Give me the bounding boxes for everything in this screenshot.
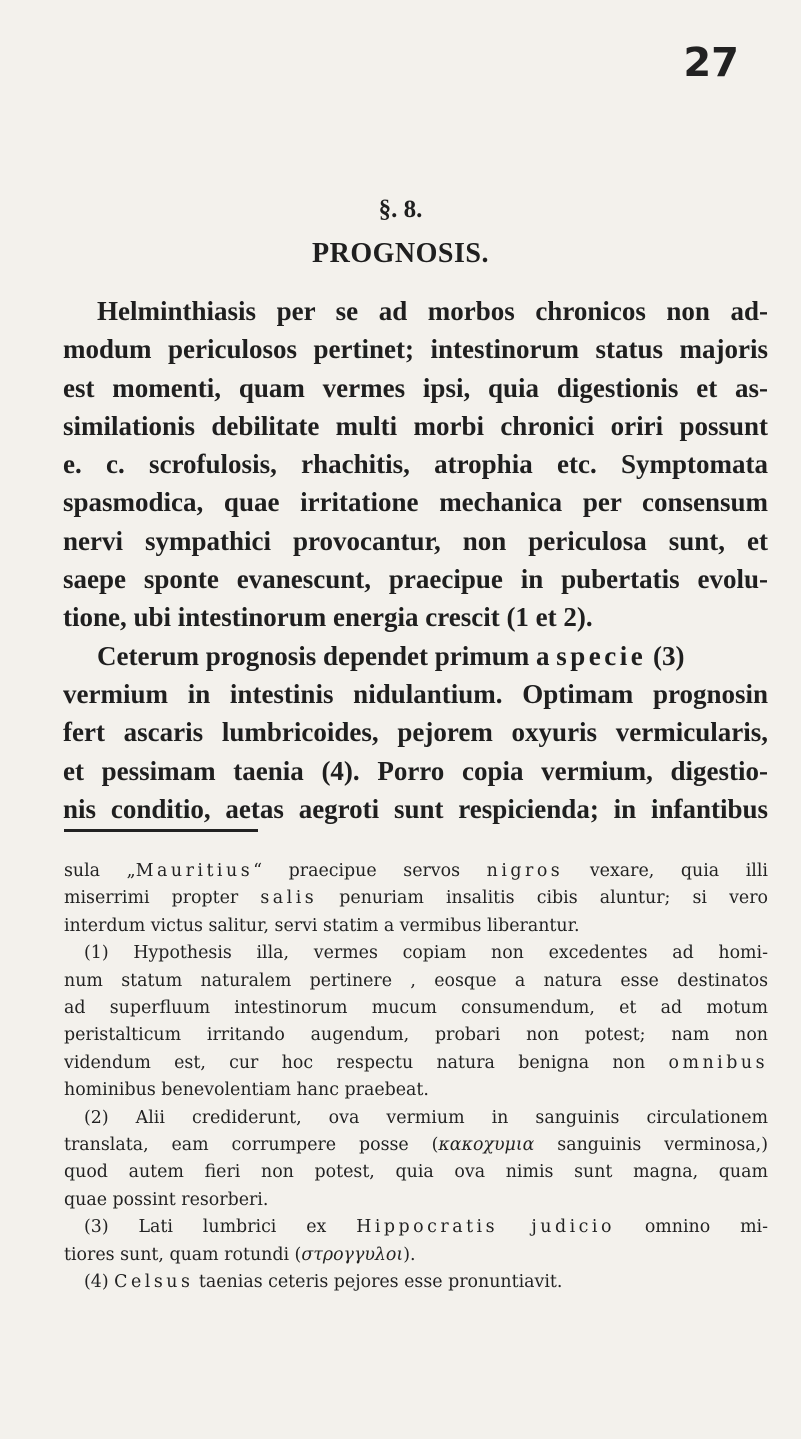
footnote-4-line	[64, 1269, 768, 1296]
footnote-span: penuriam insalitis cibis aluntur; si vero	[317, 888, 768, 909]
body-line: est momenti, quam vermes ipsi, quia digestionis et as-	[63, 372, 768, 403]
body-line: saepe sponte evanescunt, praecipue in pubertatis evolu-	[63, 564, 768, 595]
emphasis-omnibus: omnibus	[668, 1052, 768, 1073]
footnote-divider	[64, 829, 258, 832]
footnote-2-line: (2) Alii crediderunt, ova vermium in sanguinis circulationem	[84, 1107, 768, 1128]
emphasis-salis: salis	[260, 888, 318, 909]
footnote-2-line: quae possint resorberi.	[64, 1189, 269, 1210]
body-line: vermium in intestinis nidulantium. Optimam prognosin	[63, 678, 768, 709]
greek-term: στρογγυλοι	[301, 1244, 404, 1265]
body-text-span: Ceterum prognosis dependet primum a	[97, 640, 557, 671]
footnote-span: (3) Lati lumbrici ex	[84, 1217, 357, 1238]
greek-term: κακοχυμια	[438, 1135, 535, 1156]
footnote-span: tiores sunt, quam rotundi (	[64, 1244, 302, 1265]
emphasis-hippocratis: Hippocratis judicio	[356, 1217, 615, 1238]
footnote-span: sanguinis verminosa,)	[534, 1135, 768, 1156]
body-line: tione, ubi intestinorum energia crescit (1 et 2).	[63, 602, 593, 633]
footnote-3-line	[64, 1242, 768, 1269]
footnote-span: videndum est, cur hoc respectu natura benigna non	[64, 1052, 669, 1073]
emphasis-mauritius: Mauritius	[135, 861, 254, 881]
footnote-span: ).	[403, 1244, 416, 1265]
footnotes	[64, 858, 768, 1297]
footnote-span: “ praecipue servos	[253, 861, 487, 881]
footnote-1-line: num statum naturalem pertinere , eosque a natura esse destinatos	[64, 970, 768, 991]
footnote-span: (4)	[84, 1272, 115, 1293]
footnote-3-line	[64, 1214, 768, 1241]
page-number: 27	[683, 40, 739, 86]
body-line: et pessimam taenia (4). Porro copia vermium, digestio-	[63, 755, 768, 786]
body-line: fert ascaris lumbricoides, pejorem oxyuris vermicularis,	[63, 717, 768, 748]
emphasis-nigros: nigros	[486, 861, 564, 881]
footnote-span: translata, eam corrumpere posse (	[64, 1135, 439, 1156]
body-line: spasmodica, quae irritatione mechanica per consensum	[63, 487, 768, 518]
footnote-2-line: quod autem fieri non potest, quia ova nimis sunt magna, quam	[64, 1162, 768, 1183]
footnote-line: interdum victus salitur, servi statim a vermibus liberantur.	[64, 915, 580, 936]
footnote-span: omnino mi-	[614, 1217, 768, 1238]
body-line: nervi sympathici provocantur, non periculosa sunt, et	[63, 525, 768, 556]
body-line: e. c. scrofulosis, rhachitis, atrophia etc. Symptomata	[63, 449, 768, 480]
footnote-span: miserrimi propter	[64, 888, 261, 909]
body-text	[63, 292, 768, 828]
footnote-1-line: peristalticum irritando augendum, probari non potest; nam non	[64, 1025, 768, 1046]
footnote-span: vexare, quia illi	[563, 861, 768, 881]
body-line: similationis debilitate multi morbi chronici oriri possunt	[63, 410, 768, 441]
footnote-line	[64, 858, 768, 885]
footnote-2-line	[64, 1132, 768, 1159]
footnote-1-line: ad superfluum intestinorum mucum consumendum, et ad motum	[64, 998, 768, 1019]
footnote-span: taenias ceteris pejores esse pronuntiavit.	[193, 1272, 563, 1293]
body-text-span: (3)	[646, 640, 685, 671]
footnote-1-line: hominibus benevolentiam hanc praebeat.	[64, 1080, 429, 1101]
section-number: §. 8.	[378, 196, 423, 223]
body-line: Helminthiasis per se ad morbos chronicos non ad-	[97, 296, 768, 326]
body-line: nis conditio, aetas aegroti sunt respicienda; in infantibus	[63, 793, 768, 824]
footnote-1-line	[64, 1050, 768, 1077]
emphasis-celsus: Celsus	[114, 1272, 194, 1293]
footnote-1-line: (1) Hypothesis illa, vermes copiam non excedentes ad homi-	[84, 943, 768, 964]
section-title: PROGNOSIS.	[312, 238, 489, 269]
footnote-span: sula „	[64, 861, 136, 881]
emphasis-specie: specie	[556, 640, 647, 671]
footnote-line	[64, 885, 768, 912]
body-line	[63, 637, 768, 675]
body-line: modum periculosos pertinet; intestinorum status majoris	[63, 334, 768, 365]
